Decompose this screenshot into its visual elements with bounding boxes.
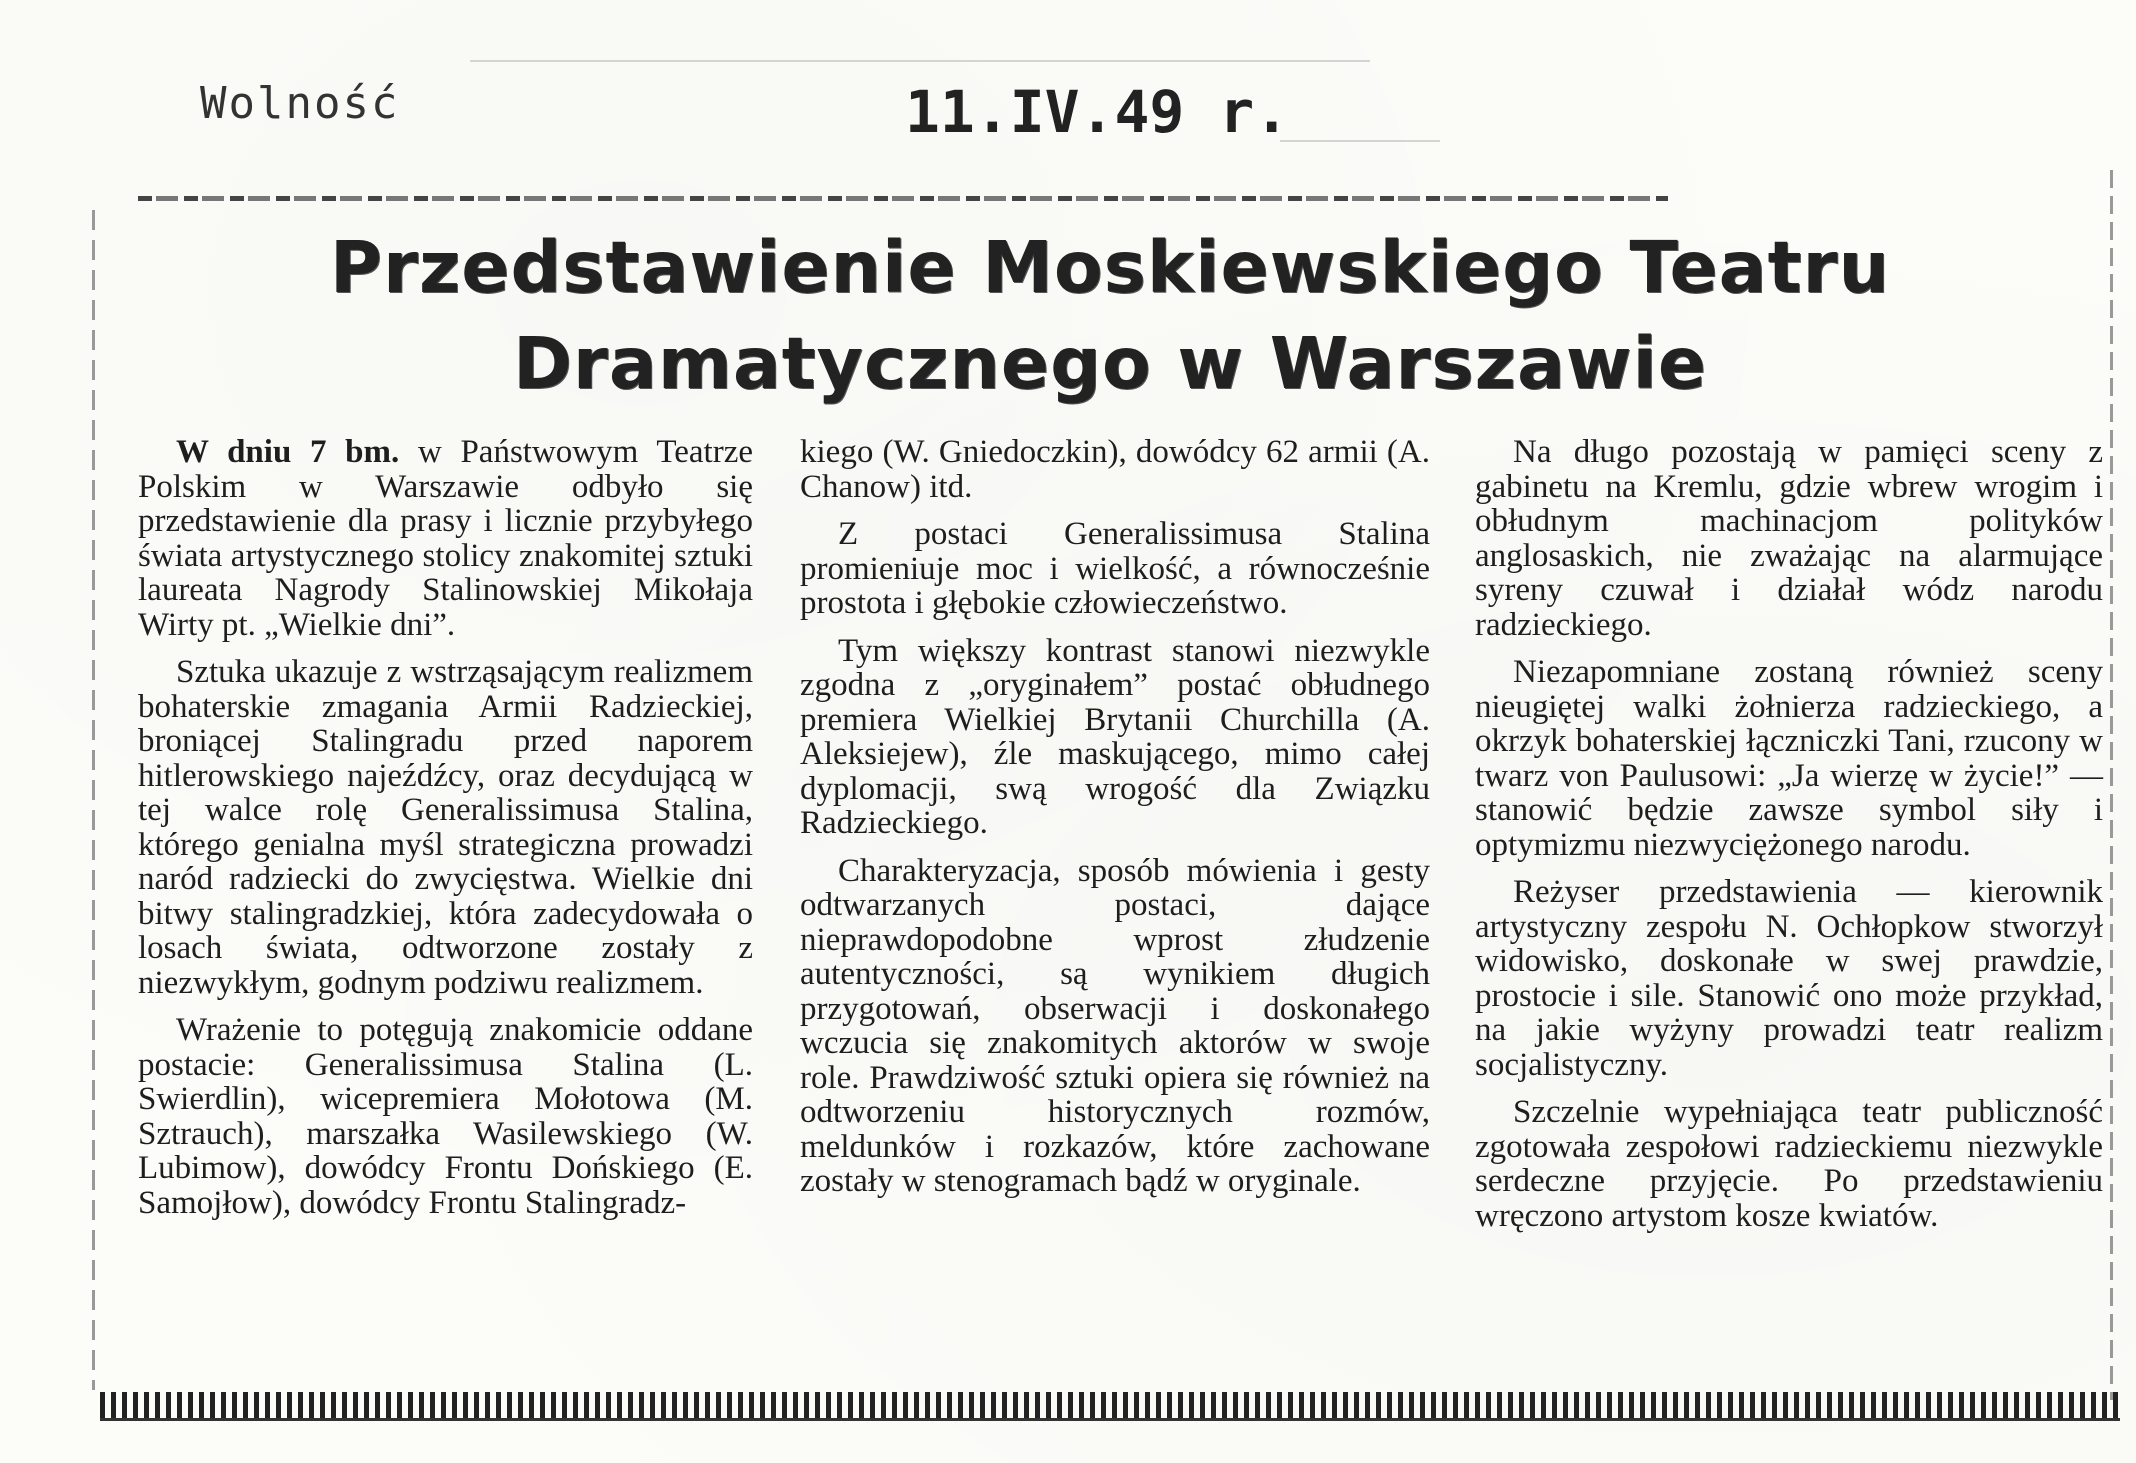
- paragraph: Tym większy kontrast stanowi niezwykle zgodna z „oryginałem” postać obłudnego premiera Wielkiej Brytanii Churchilla (A. Aleksiejew), źle maskującego, mimo całej dyplomacji, swą wrogość dla Związku Radzieckiego.: [800, 632, 1430, 841]
- top-rule: [138, 196, 1668, 201]
- paragraph: Szczelnie wypełniająca teatr publiczność zgotowała zespołowi radzieckiemu niezwykle serdeczne przyjęcie. Po przedstawieniu wręczono artystom kosze kwiatów.: [1475, 1094, 2103, 1234]
- headline-line-1: Przedstawienie Moskiewskiego Teatru: [329, 226, 1891, 309]
- paragraph: Wrażenie to potęgują znakomicie oddane postacie: Generalissimusa Stalina (L. Swierdlin), wicepremiera Mołotowa (M. Sztrauch), marszałka Wasilewskiego (W. Lubimow), dowódcy Frontu Dońskiego (E. Samojłow), dowódcy Frontu Stalingradz-: [138, 1012, 753, 1221]
- paragraph-text: w Państwowym Teatrze Polskim w Warszawie odbyło się przedstawienie dla prasy i licznie przybyłego świata artystycznego stolicy znakomitej sztuki laureata Nagrody Stalinowskiej Mikołaja Wirty pt. „Wielkie dni”.: [138, 434, 753, 643]
- article-column-2: [800, 435, 1430, 1212]
- paragraph: Sztuka ukazuje z wstrząsającym realizmem bohaterskie zmagania Armii Radzieckiej, broniącej Stalingradu przed naporem hitlerowskiego najeźdźcy, oraz decydującą w tej walce rolę Generalissimusa Stalina, którego genialna myśl strategiczna prowadzi naród radziecki do zwycięstwa. Wielkie dni bitwy stalingradzkiej, która zadecydowała o losach świata, odtworzone zostały z niezwykłym, godnym podziwu realizmem.: [138, 654, 753, 1001]
- left-border: [92, 210, 95, 1390]
- lead-text: W dniu 7 bm.: [176, 434, 400, 470]
- right-border: [2110, 170, 2113, 1400]
- paragraph: Na długo pozostają w pamięci sceny z gabinetu na Kremlu, gdzie wbrew wrogim i obłudnym machinacjom polityków anglosaskich, nie zważając na alarmujące syreny czuwał i działał wódz narodu radzieckiego.: [1475, 434, 2103, 643]
- headline-line-2: Dramatycznego w Warszawie: [512, 322, 1707, 405]
- article-column-1: [138, 435, 753, 1233]
- bottom-rule: [100, 1392, 2120, 1418]
- paragraph: [138, 435, 753, 642]
- paragraph: Z postaci Generalissimusa Stalina promieniuje moc i wielkość, a równocześnie prostota i głębokie człowieczeństwo.: [800, 516, 1430, 621]
- scan-noise: [470, 60, 1370, 62]
- paragraph: Charakteryzacja, sposób mówienia i gesty odtwarzanych postaci, dające nieprawdopodobne wprost złudzenie autentyczności, są wynikiem długich przygotowań, obserwacji i doskonałego wczucia się znakomitych aktorów w swoje role. Prawdziwość sztuki opiera się również na odtworzeniu historycznych rozmów, meldunków i rozkazów, które zachowane zostały w stenogramach bądź w oryginale.: [800, 852, 1430, 1199]
- scan-noise: [1280, 140, 1440, 142]
- bottom-rule-line: [100, 1418, 2120, 1421]
- publication-date: 11.IV.49 r.: [905, 78, 1290, 146]
- paragraph: kiego (W. Gniedoczkin), dowódcy 62 armii (A. Chanow) itd.: [800, 434, 1430, 505]
- paragraph: Niezapomniane zostaną również sceny nieugiętej walki żołnierza radzieckiego, a okrzyk bohaterskiej łączniczki Tani, rzucony w twarz von Paulusowi: „Ja wierzę w życie!” — stanowić będzie zawsze symbol siły i optymizmu niezwyciężonego narodu.: [1475, 654, 2103, 863]
- article-headline: [250, 220, 1970, 412]
- newspaper-source: Wolność: [200, 78, 400, 129]
- article-column-3: [1475, 435, 2103, 1246]
- paragraph: Reżyser przedstawienia — kierownik artystyczny zespołu N. Ochłopkow stworzył widowisko, doskonałe w swej prawdzie, prostocie i sile. Stanowić ono może przykład, na jakie wyżyny prowadzi teatr realizm socjalistyczny.: [1475, 874, 2103, 1083]
